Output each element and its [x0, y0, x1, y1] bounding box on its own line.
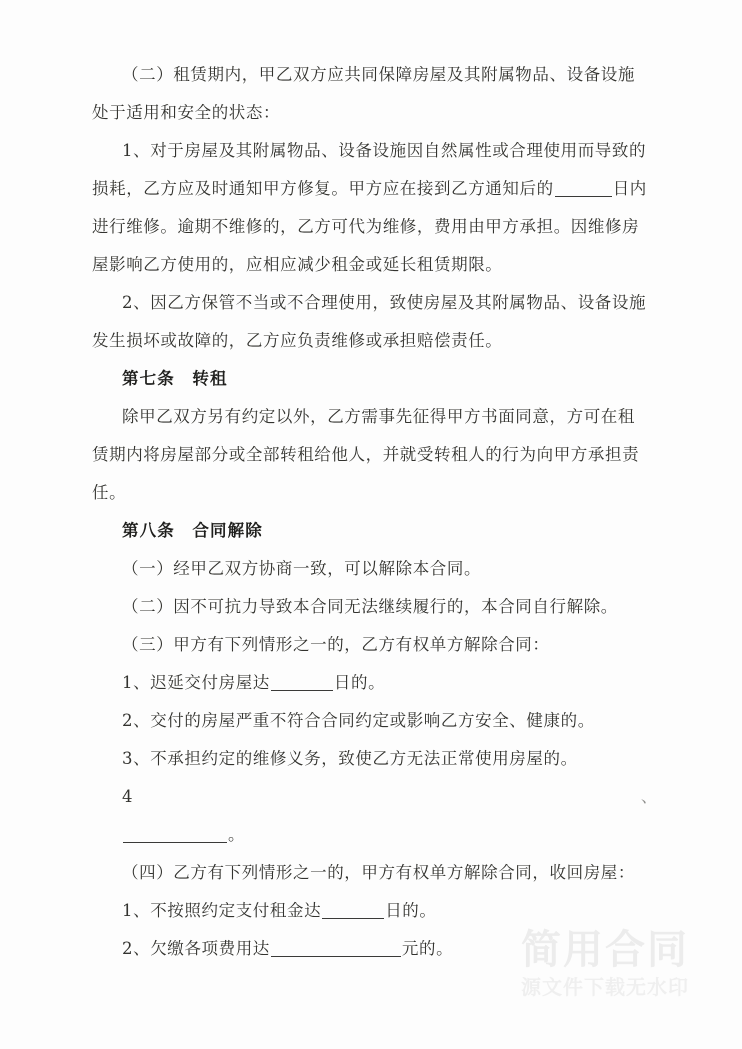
section-heading-article-7 [92, 360, 650, 398]
line-text-after: 日的。 [333, 673, 386, 692]
list-item-nonconforming-house [92, 702, 650, 740]
line-text-before: 损耗，乙方应及时通知甲方修复。甲方应在接到乙方通知后的 [92, 179, 554, 198]
line-text: 发生损坏或故障的，乙方应负责维修或承担赔偿责任。 [92, 331, 503, 350]
line-text: 屋影响乙方使用的，应相应减少租金或延长租赁期限。 [92, 255, 503, 274]
watermark-tagline: 源文件下载无水印 [521, 975, 689, 999]
list-item-unpaid-fees [92, 930, 650, 968]
paragraph-line [92, 436, 650, 474]
clause-item-3 [92, 626, 650, 664]
paragraph-line [92, 284, 650, 322]
fill-in-blank-unpaid-rent-days[interactable] [322, 918, 384, 919]
line-text: （三）甲方有下列情形之一的，乙方有权单方解除合同： [122, 635, 550, 654]
fill-in-blank-custom-clause[interactable] [123, 842, 227, 843]
watermark-brand: 简用合同 [521, 927, 689, 973]
line-text: 2、交付的房屋严重不符合合同约定或影响乙方安全、健康的。 [122, 711, 595, 730]
line-text: 赁期内将房屋部分或全部转租给他人，并就受转租人的行为向甲方承担责 [92, 445, 640, 464]
fill-in-blank-unpaid-fees-amount[interactable] [271, 956, 401, 957]
list-item-delay-delivery [92, 664, 650, 702]
line-text: 2、因乙方保管不当或不合理使用，致使房屋及其附属物品、设备设施 [122, 293, 647, 312]
paragraph-line-with-blank [92, 170, 650, 208]
paragraph-line [92, 208, 650, 246]
line-text: 任。 [92, 483, 127, 502]
line-text: （四）乙方有下列情形之一的，甲方有权单方解除合同，收回房屋： [122, 863, 635, 882]
line-text: 1、对于房屋及其附属物品、设备设施因自然属性或合理使用而导致的 [122, 141, 647, 160]
paragraph-line [92, 56, 650, 94]
line-text: （二）因不可抗力导致本合同无法继续履行的，本合同自行解除。 [122, 597, 618, 616]
line-text: 3、不承担约定的维修义务，致使乙方无法正常使用房屋的。 [122, 749, 578, 768]
paragraph-line [92, 322, 650, 360]
paragraph-line [92, 474, 650, 512]
heading-text: 第七条 转租 [122, 369, 228, 388]
clause-item-4 [92, 854, 650, 892]
line-text-after: 日的。 [385, 901, 437, 920]
section-heading-article-8 [92, 512, 650, 550]
list-item-4-partial [92, 778, 658, 816]
stray-punctuation-mark: 、 [640, 787, 658, 806]
clause-item-1 [92, 550, 650, 588]
line-text: 4 [122, 787, 134, 806]
paragraph-line [92, 94, 650, 132]
line-text: （一）经甲乙双方协商一致，可以解除本合同。 [122, 559, 482, 578]
heading-text: 第八条 合同解除 [122, 521, 263, 540]
paragraph-line [92, 246, 650, 284]
paragraph-line [92, 398, 650, 436]
line-text: （二）租赁期内，甲乙双方应共同保障房屋及其附属物品、设备设施 [122, 65, 635, 84]
line-text-before: 1、不按照约定支付租金达 [122, 901, 322, 920]
list-item-unpaid-rent [92, 892, 650, 930]
document-body [92, 56, 658, 968]
clause-item-2 [92, 588, 650, 626]
fill-in-blank-repair-days[interactable] [555, 196, 612, 197]
list-item-no-repair-duty [92, 740, 650, 778]
line-text-after: 。 [228, 825, 246, 844]
line-text: 进行维修。逾期不维修的，乙方可代为维修，费用由甲方承担。因维修房 [92, 217, 640, 236]
paragraph-line [92, 132, 650, 170]
list-item-4-blank-line [92, 816, 650, 854]
line-text-before: 2、欠缴各项费用达 [122, 939, 270, 958]
fill-in-blank-delay-days[interactable] [271, 690, 333, 691]
line-text-before: 1、迟延交付房屋达 [122, 673, 270, 692]
line-text: 处于适用和安全的状态： [92, 103, 281, 122]
line-text: 除甲乙双方另有约定以外，乙方需事先征得甲方书面同意，方可在租 [122, 407, 635, 426]
line-text-after: 元的。 [401, 939, 454, 958]
line-text-after: 日内 [612, 179, 647, 198]
